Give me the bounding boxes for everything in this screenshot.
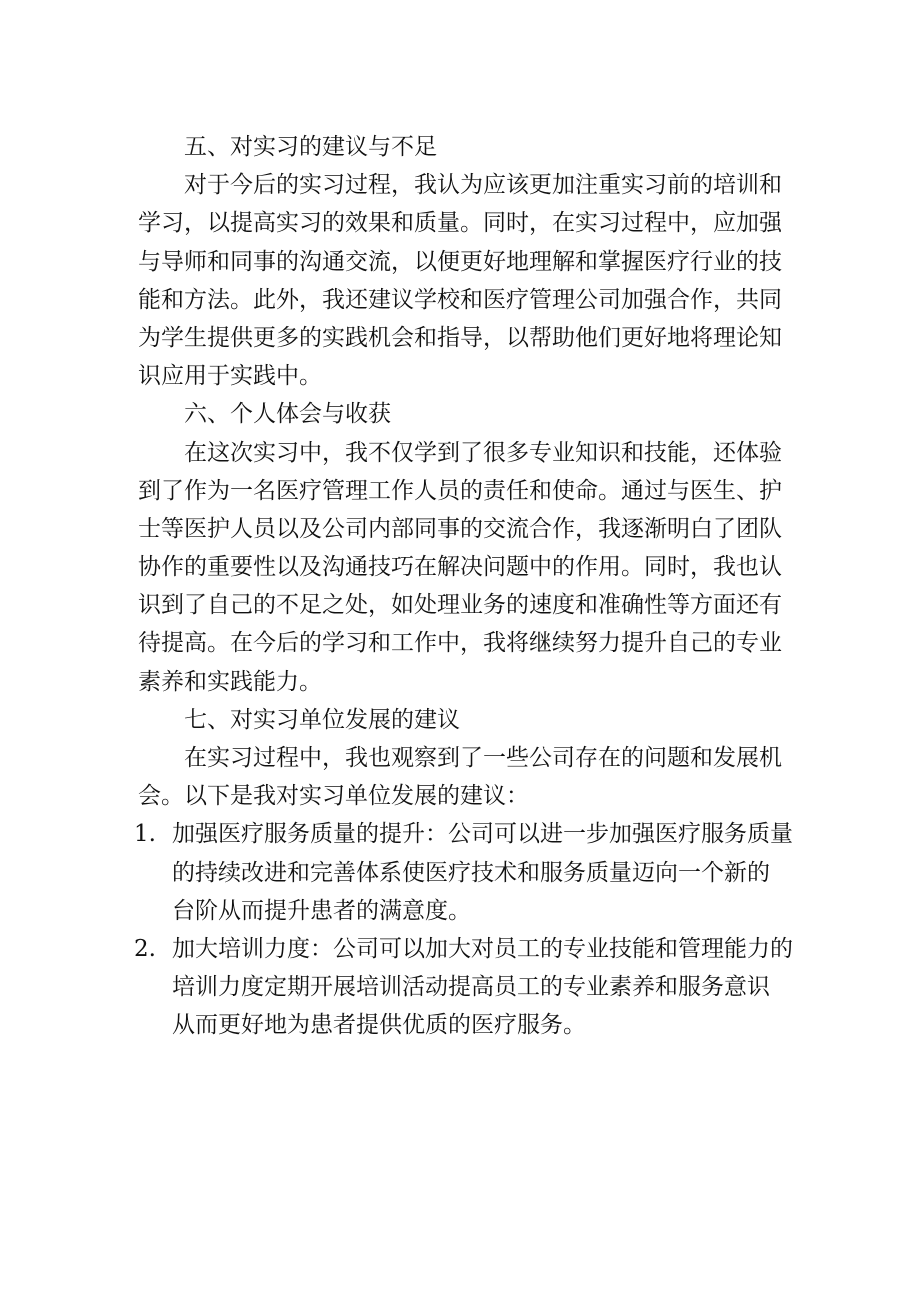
list-item-text: 培训力度定期开展培训活动提高员工的专业素养和服务意识 — [172, 974, 770, 1001]
paragraph-line: 会。以下是我对实习单位发展的建议： — [138, 783, 529, 810]
paragraph-line: 到了作为一名医疗管理工作人员的责任和使命。通过与医生、护 — [138, 477, 782, 504]
paragraph-line: 与导师和同事的沟通交流，以便更好地理解和掌握医疗行业的技 — [138, 248, 782, 275]
list-item-text: 从而更好地为患者提供优质的医疗服务。 — [172, 1012, 586, 1039]
list-item-text: 的持续改进和完善体系使医疗技术和服务质量迈向一个新的 — [172, 859, 770, 886]
paragraph-line: 素养和实践能力。 — [138, 668, 322, 695]
section-heading-5: 五、对实习的建议与不足 — [184, 134, 437, 160]
paragraph-line: 待提高。在今后的学习和工作中，我将继续努力提升自己的专业 — [138, 630, 782, 657]
paragraph-line: 能和方法。此外，我还建议学校和医疗管理公司加强合作，共同 — [138, 286, 782, 313]
paragraph-line: 识应用于实践中。 — [138, 363, 322, 390]
list-item-2 — [134, 930, 798, 968]
list-item-text: 加大培训力度：公司可以加大对员工的专业技能和管理能力的 — [172, 935, 793, 962]
list-item-text: 台阶从而提升患者的满意度。 — [172, 897, 471, 924]
paragraph-line: 在这次实习中，我不仅学到了很多专业知识和技能，还体验 — [184, 439, 782, 466]
paragraph-line: 学习，以提高实习的效果和质量。同时，在实习过程中，应加强 — [138, 210, 782, 237]
list-number: 2. — [134, 935, 156, 962]
paragraph-line: 为学生提供更多的实践机会和指导，以帮助他们更好地将理论知 — [138, 324, 782, 351]
paragraph-line: 在实习过程中，我也观察到了一些公司存在的问题和发展机 — [184, 745, 782, 771]
paragraph-line: 协作的重要性以及沟通技巧在解决问题中的作用。同时，我也认 — [138, 554, 782, 581]
section-heading-6: 六、个人体会与收获 — [184, 401, 391, 428]
document-page — [134, 128, 798, 1045]
list-item-text: 加强医疗服务质量的提升：公司可以进一步加强医疗服务质量 — [172, 821, 793, 848]
paragraph-line: 识到了自己的不足之处，如处理业务的速度和准确性等方面还有 — [138, 592, 782, 619]
paragraph-line: 士等医护人员以及公司内部同事的交流合作，我逐渐明白了团队 — [138, 515, 782, 542]
paragraph-line: 对于今后的实习过程，我认为应该更加注重实习前的培训和 — [184, 172, 782, 199]
list-item-1 — [134, 815, 798, 853]
section-heading-7: 七、对实习单位发展的建议 — [184, 706, 460, 733]
list-number: 1. — [134, 821, 156, 848]
